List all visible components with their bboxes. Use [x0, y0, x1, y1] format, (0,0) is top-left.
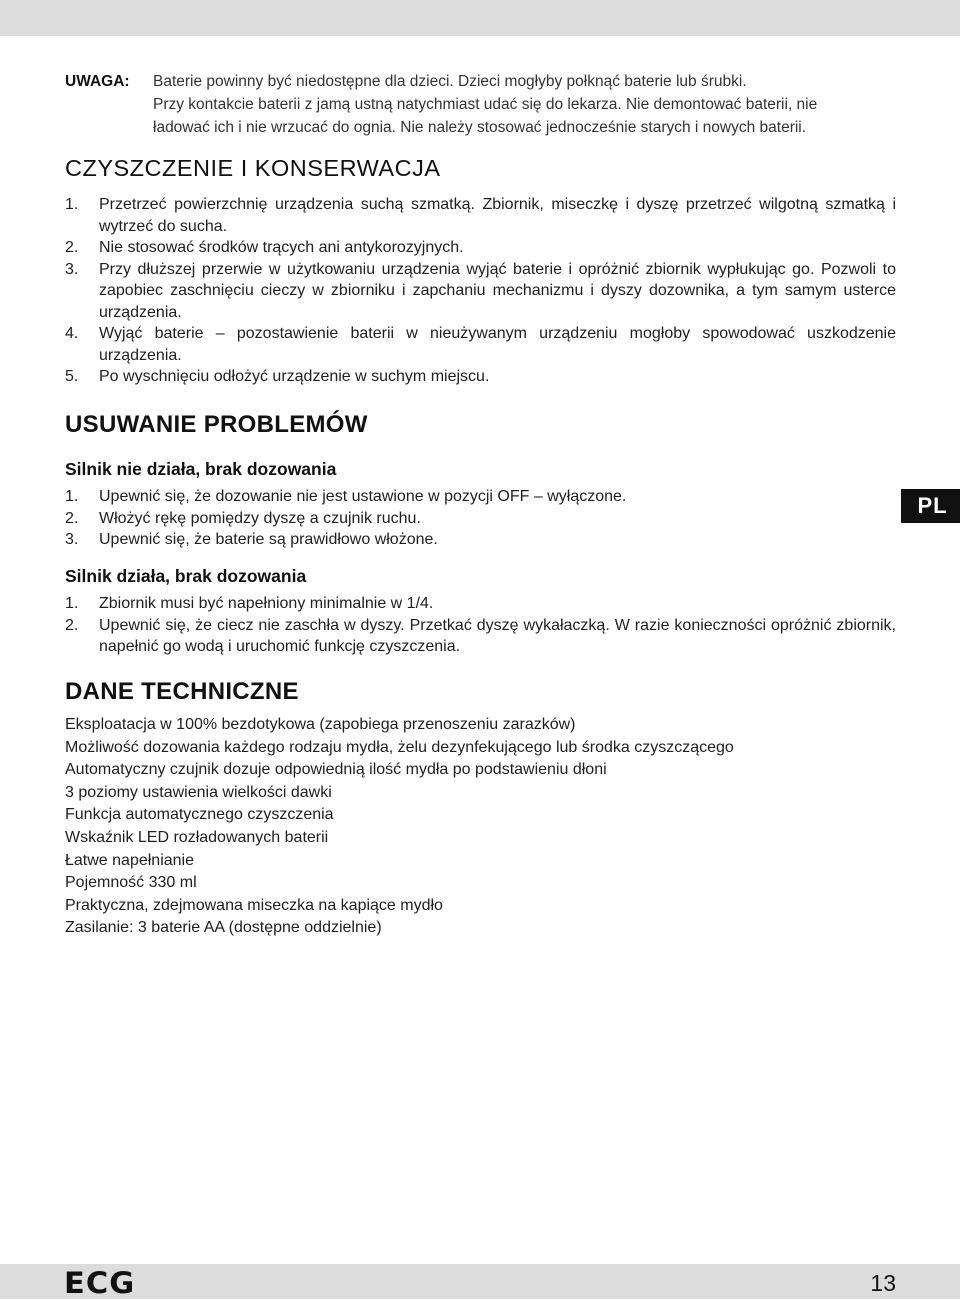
language-tab: PL	[901, 489, 960, 523]
item-text: Nie stosować środków trących ani antykorozyjnych.	[99, 239, 464, 256]
list-item	[65, 529, 896, 551]
item-text: Przy dłuższej przerwie w użytkowaniu urządzenia wyjąć baterie i opróżnić zbiornik wypłukując go. Pozwoli to zapobiec zaschnięciu cieczy w zbiorniku i zapchaniu mechanizmu i dyszy dozownika, a tym samym usterce urządzenia.	[99, 260, 896, 321]
item-text: Zbiornik musi być napełniony minimalnie w 1/4.	[99, 595, 434, 612]
cleaning-list	[65, 194, 896, 388]
item-text: Upewnić się, że ciecz nie zaschła w dyszy. Przetkać dyszę wykałaczką. W razie konieczności opróżnić zbiornik, napełnić go wodą i uruchomić funkcję czyszczenia.	[99, 616, 896, 655]
item-text: Wyjąć baterie – pozostawienie baterii w nieużywanym urządzeniu mogłoby spowodować uszkodzenie urządzenia.	[99, 325, 896, 364]
spec-line: Zasilanie: 3 baterie AA (dostępne oddzielnie)	[65, 919, 382, 937]
specs-list	[65, 714, 734, 940]
item-number: 2.	[65, 616, 79, 634]
list-item	[65, 237, 896, 259]
warning-line: ładować ich i nie wrzucać do ognia. Nie należy stosować jednocześnie starych i nowych baterii.	[153, 119, 807, 136]
spec-line: Automatyczny czujnik dozuje odpowiednią ilość mydła po podstawieniu dłoni	[65, 761, 607, 779]
spec-line: Funkcja automatycznego czyszczenia	[65, 806, 334, 824]
header-bar	[0, 0, 960, 36]
warning-line: Przy kontakcie baterii z jamą ustną natychmiast udać się do lekarza. Nie demontować baterii, nie	[153, 96, 818, 113]
warning-label: UWAGA:	[65, 73, 130, 90]
list-item	[65, 508, 896, 530]
page-number: 13	[870, 1270, 896, 1296]
footer-bar	[0, 1264, 960, 1299]
item-number: 1.	[65, 488, 79, 505]
list-item	[65, 194, 896, 237]
cleaning-heading: CZYSZCZENIE I KONSERWACJA	[65, 155, 441, 181]
spec-line: Łatwe napełnianie	[65, 851, 194, 869]
list-item	[65, 259, 896, 324]
item-number: 2.	[65, 239, 79, 256]
item-number: 1.	[65, 196, 79, 213]
item-number: 4.	[65, 325, 79, 342]
item-text: Upewnić się, że dozowanie nie jest ustawione w pozycji OFF – wyłączone.	[99, 488, 627, 505]
problem-heading: Silnik nie działa, brak dozowania	[65, 459, 337, 479]
item-text: Włożyć rękę pomiędzy dyszę a czujnik ruchu.	[99, 509, 421, 527]
spec-line: Eksploatacja w 100% bezdotykowa (zapobiega przenoszeniu zarazków)	[65, 716, 576, 733]
spec-line: Wskaźnik LED rozładowanych baterii	[65, 828, 329, 846]
spec-line: 3 poziomy ustawienia wielkości dawki	[65, 783, 332, 801]
troubleshooting-heading: USUWANIE PROBLEMÓW	[65, 411, 368, 438]
spec-line: Możliwość dozowania każdego rodzaju mydła, żelu dezynfekującego lub środka czyszczącego	[65, 738, 734, 756]
list-item	[65, 615, 896, 658]
item-text: Przetrzeć powierzchnię urządzenia suchą szmatką. Zbiornik, miseczkę i dyszę przetrzeć wilgotną szmatką i wytrzeć do sucha.	[99, 196, 896, 235]
brand-logo: ECG	[64, 1266, 136, 1300]
troubleshooting-list	[65, 593, 896, 658]
list-item	[65, 486, 896, 508]
item-number: 2.	[65, 509, 79, 527]
spec-line: Praktyczna, zdejmowana miseczka na kapiące mydło	[65, 896, 443, 914]
list-item	[65, 366, 896, 388]
list-item	[65, 323, 896, 366]
problem-heading: Silnik działa, brak dozowania	[65, 566, 307, 586]
list-item	[65, 593, 896, 615]
troubleshooting-list	[65, 486, 896, 551]
warning-line: Baterie powinny być niedostępne dla dzieci. Dzieci mogłyby połknąć baterie lub śrubki.	[153, 73, 747, 90]
item-number: 5.	[65, 368, 79, 385]
item-number: 1.	[65, 595, 79, 612]
spec-line: Pojemność 330 ml	[65, 874, 197, 892]
item-text: Upewnić się, że baterie są prawidłowo włożone.	[99, 531, 438, 548]
item-number: 3.	[65, 260, 79, 278]
warning-text	[153, 70, 896, 139]
specs-heading: DANE TECHNICZNE	[65, 678, 299, 705]
item-number: 3.	[65, 531, 79, 548]
item-text: Po wyschnięciu odłożyć urządzenie w suchym miejscu.	[99, 368, 490, 385]
